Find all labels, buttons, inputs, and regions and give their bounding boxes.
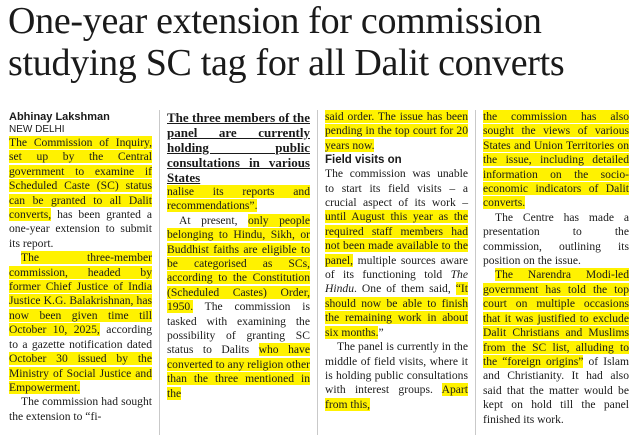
- column-divider: [159, 110, 160, 435]
- dateline: NEW DELHI: [9, 124, 65, 135]
- article-column-4: [483, 110, 629, 427]
- paragraph: [325, 110, 468, 153]
- article-column-1: [9, 110, 152, 424]
- article-column-2: [167, 110, 310, 401]
- byline: Abhinay Lakshman: [9, 111, 110, 123]
- paragraph: [9, 136, 152, 251]
- paragraph: [483, 110, 629, 211]
- paragraph: [9, 395, 152, 424]
- subheading: Field visits on: [325, 154, 402, 167]
- text-run: ”: [378, 325, 384, 339]
- highlighted-text: until August this year as the required staff members had not been made available to the panel,: [325, 210, 468, 267]
- headline: One-year extension for commission studying SC tag for all Dalit converts: [8, 0, 565, 84]
- text-run: The commission had sought the extension to “fi-: [9, 395, 152, 423]
- highlighted-text: nalise its reports and recommendations”.: [167, 185, 310, 213]
- text-run: multiple sources aware of its functioning told: [325, 253, 468, 282]
- highlighted-text: Apart from this,: [325, 383, 468, 411]
- text-run: . One of them said,: [353, 282, 456, 296]
- text-run: The Centre has made a presentation to the commission, outlining its position on the issue.: [483, 210, 629, 268]
- highlighted-text: said order. The issue has been pending in the top court for 20 years now.: [325, 110, 468, 152]
- text-run: The commission was unable to start its field visits – a crucial aspect of its work –: [325, 167, 468, 210]
- paragraph: [167, 214, 310, 401]
- column-divider: [317, 110, 318, 435]
- pull-quote: The three members of the panel are currently holding public consultations in various States: [167, 110, 310, 185]
- text-run: has been granted a one-year extension to submit its report.: [9, 208, 152, 250]
- text-run: The Hindu: [325, 268, 468, 296]
- paragraph: [483, 268, 629, 426]
- highlighted-text: October 30 issued by the Ministry of Social Justice and Empowerment.: [9, 352, 152, 394]
- article-column-3: [325, 110, 468, 412]
- paragraph: [325, 167, 468, 340]
- highlighted-text: The Commission of Inquiry, set up by the Central government to examine if Scheduled Caste (SC) status can be granted to all Dalit converts,: [9, 136, 152, 222]
- text-run: of Islam and Christianity. It had also said that the matter would be kept on hold till the panel finished its work.: [483, 354, 629, 426]
- highlighted-text: the commission has also sought the views of various States and Union Territories on the issue, including detailed information on the socio-economic indicators of Dalit converts.: [483, 110, 629, 210]
- text-run: At present,: [179, 213, 248, 227]
- highlighted-text: only people belonging to Hindu, Sikh, or Buddhist faiths are eligible to be categorised as SCs, according to the Constitution (Scheduled Castes) Order, 1950.: [167, 213, 310, 314]
- highlighted-text: The Narendra Modi-led government has told the top court on multiple occasions that it was justified to exclude Dalit Christians and Muslims from the SC list, alluding to the “foreign origins”: [483, 268, 629, 368]
- paragraph: [167, 185, 310, 214]
- text-run: The panel is currently in the middle of field visits, where it is holding public consultations with interest groups.: [325, 340, 468, 397]
- highlighted-text: “It should now be able to finish the remaining work in about six months.: [325, 282, 468, 339]
- text-run: The commission is tasked with examining the possibility of granting SC status to Dalits: [167, 300, 310, 357]
- column-divider: [475, 110, 476, 435]
- text-run: according to a gazette notification dated: [9, 323, 153, 351]
- paragraph: [9, 251, 152, 395]
- highlighted-text: who have converted to any religion other than the three mentioned in the: [167, 343, 310, 400]
- paragraph: [483, 211, 629, 269]
- highlighted-text: The three-member commission, headed by former Chief Justice of India Justice K.G. Balakrishnan, has now been given time till October 10, 2025,: [9, 251, 152, 337]
- paragraph: [325, 340, 468, 412]
